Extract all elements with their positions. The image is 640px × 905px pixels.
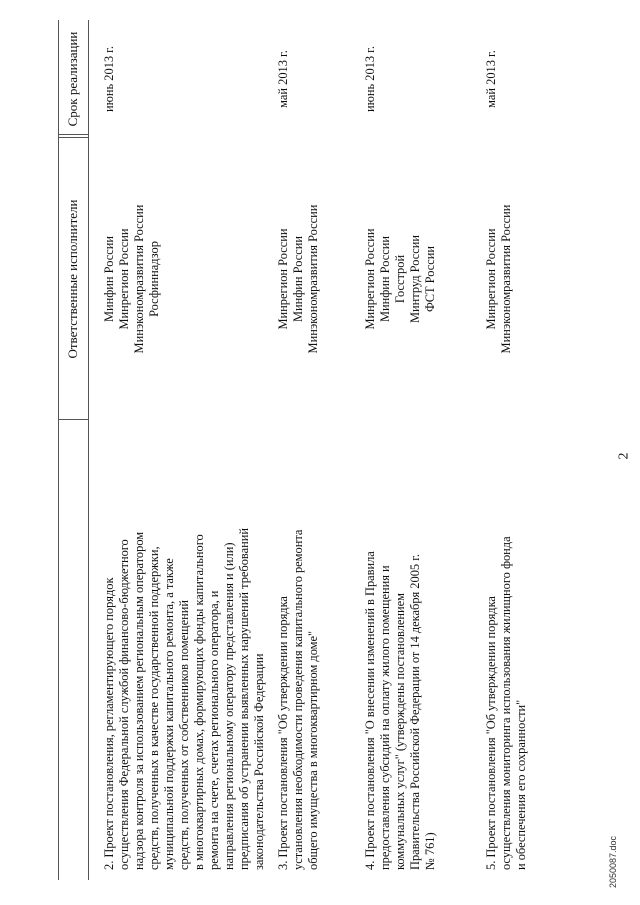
text-line: предписания об устранении выявленных нарушений требований [237, 528, 251, 870]
responsible-agency: Минэкономразвития России [132, 204, 146, 354]
responsible-agency: Минфин России [291, 236, 305, 323]
text-line: 4. Проект постановления "О внесении изменений в Правила [363, 551, 377, 870]
responsible-agency: Минрегион России [276, 228, 290, 330]
text-line: установления необходимости проведения капитального ремонта [291, 529, 305, 870]
row-description [484, 430, 529, 870]
responsible-agency: Минэкономразвития России [306, 204, 320, 354]
text-line: предоставления субсидий на оплату жилого помещения и [378, 565, 392, 870]
row-responsible [484, 138, 514, 420]
text-line: надзора контроля за использованием региональным оператором [132, 531, 146, 870]
text-line: осуществления Федеральной службой финансово-бюджетного [117, 539, 131, 870]
row-term: июнь 2013 г. [102, 46, 116, 112]
responsible-agency: Минфин России [102, 236, 116, 323]
responsible-agency: Минрегион России [484, 228, 498, 330]
row-description [102, 430, 267, 870]
row-description [276, 430, 321, 870]
text-line: средств, полученных в качестве государственной поддержки, [147, 546, 161, 870]
text-line: № 761) [423, 832, 437, 870]
document-table [58, 20, 588, 880]
text-line: общего имущества в многоквартирном доме" [306, 630, 320, 870]
text-line: направления региональному оператору представления и (или) [222, 542, 236, 870]
header-responsible: Ответственные исполнители [65, 199, 80, 359]
row-responsible [276, 138, 321, 420]
row-term: июнь 2013 г. [363, 46, 377, 112]
row-responsible [363, 138, 438, 420]
row-responsible [102, 138, 162, 420]
text-line: ремонта на счете, счетах регионального оператора, и [207, 590, 221, 870]
responsible-agency: Минтруд России [408, 234, 422, 324]
responsible-agency: Минфин России [378, 236, 392, 323]
header-bottom-border [88, 20, 89, 880]
text-line: в многоквартирных домах, формирующих фонды капитального [192, 534, 206, 870]
text-line: 5. Проект постановления "Об утверждении порядка [484, 596, 498, 870]
row-term: май 2013 г. [276, 50, 290, 108]
text-line: муниципальной поддержки капитального ремонта, а также [162, 558, 176, 870]
row-term: май 2013 г. [484, 50, 498, 108]
responsible-agency: Минрегион России [117, 228, 131, 330]
text-line: 2. Проект постановления, регламентирующего порядок [102, 577, 116, 870]
text-line: Правительства Российской Федерации от 14 декабря 2005 г. [408, 554, 422, 870]
text-line: 3. Проект постановления "Об утверждении порядка [276, 596, 290, 870]
row-description [363, 430, 438, 870]
text-line: осуществления мониторинга использования жилищного фонда [499, 536, 513, 870]
table-header [58, 20, 88, 880]
text-line: коммунальных услуг" (утверждены постановлением [393, 593, 407, 870]
responsible-agency: ФСТ России [423, 245, 437, 313]
header-term: Срок реализации [65, 31, 80, 127]
responsible-agency: Росфиннадзор [147, 241, 161, 317]
text-line: и обеспечения его сохранности" [514, 699, 528, 870]
text-line: средств, полученных от собственников помещений [177, 600, 191, 870]
responsible-agency: Минэкономразвития России [499, 204, 513, 354]
text-line: законодательства Российской Федерации [252, 653, 266, 870]
page-number: 2 [616, 452, 632, 460]
responsible-agency: Минрегион России [363, 228, 377, 330]
footer-filename: 2050087.doc [608, 835, 618, 888]
responsible-agency: Госстрой [393, 254, 407, 304]
